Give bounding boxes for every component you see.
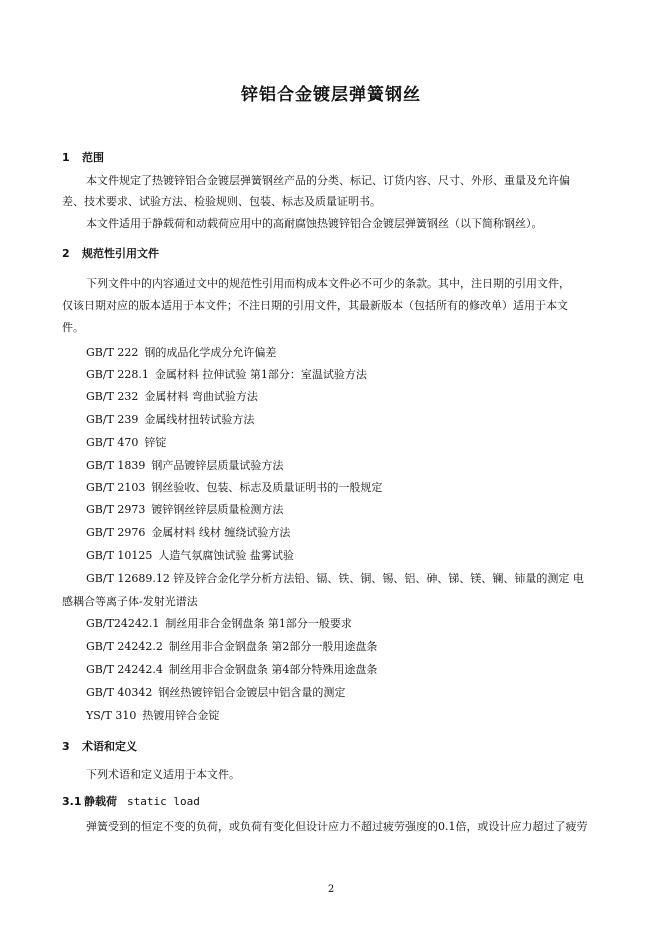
section-1-heading [62, 151, 104, 165]
reference-item [86, 413, 254, 427]
reference-code: GB/T 222 [86, 346, 139, 359]
section-2-intro-line-3: 件。 [62, 321, 84, 334]
reference-item [86, 459, 283, 473]
reference-code: GB/T 470 [86, 436, 139, 449]
section-2-number: 2 [62, 247, 70, 260]
reference-item [86, 640, 377, 654]
reference-code: GB/T 1839 [86, 459, 146, 472]
term-3-1-english: static load [127, 795, 200, 808]
reference-code: GB/T 239 [86, 413, 139, 426]
reference-title: 金属材料 线材 缠绕试验方法 [151, 526, 291, 539]
section-1-paragraph-1-line-1: 本文件规定了热镀锌铝合金镀层弹簧钢丝产品的分类、标记、订货内容、尺寸、外形、重量及允许偏 [86, 174, 570, 187]
reference-item [86, 346, 276, 360]
term-3-1-definition-line-1: 弹簧受到的恒定不变的负荷，或负荷有变化但设计应力不超过疲劳强度的0.1倍，或设计应力超过了疲劳 [86, 820, 588, 833]
reference-code: GB/T 40342 [86, 686, 153, 699]
reference-title: 镀锌钢丝锌层质量检测方法 [151, 503, 284, 516]
reference-code: GB/T 232 [86, 390, 139, 403]
term-3-1-chinese: 静载荷 [84, 795, 117, 808]
reference-code: GB/T 24242.2 [86, 640, 163, 653]
section-2-heading [62, 247, 159, 261]
reference-item [86, 368, 367, 382]
reference-title: 人造气氛腐蚀试验 盐雾试验 [158, 549, 294, 562]
reference-item [86, 549, 294, 563]
reference-item [86, 617, 352, 631]
reference-12689-line-2: 感耦合等离子体-发射光谱法 [62, 595, 198, 608]
section-1-paragraph-1-line-2: 差、技术要求、试验方法、检验规则、包装、标志及质量证明书。 [62, 195, 381, 208]
reference-title: 制丝用非合金钢盘条 第1部分一般要求 [165, 617, 352, 630]
section-3-title: 术语和定义 [82, 740, 137, 753]
term-3-1-heading [62, 795, 200, 809]
reference-item [86, 526, 290, 540]
document-title: 锌铝合金镀层弹簧钢丝 [241, 85, 421, 105]
reference-code: GB/T 2973 [86, 503, 146, 516]
section-1-paragraph-2: 本文件适用于静载荷和动载荷应用中的高耐腐蚀热镀锌铝合金镀层弹簧钢丝（以下简称钢丝）。 [86, 217, 543, 230]
reference-code: GB/T24242.1 [86, 617, 160, 630]
reference-item [86, 709, 219, 723]
reference-item [86, 686, 345, 700]
reference-12689-line-1: GB/T 12689.12 锌及锌合金化学分析方法铅、镉、铁、铜、锡、铝、砷、锑、镁、镧、铈量的测定 电 [86, 572, 584, 585]
reference-item [86, 663, 377, 677]
section-3-intro: 下列术语和定义适用于本文件。 [86, 768, 240, 781]
reference-code: GB/T 10125 [86, 549, 153, 562]
reference-code: YS/T 310 [86, 709, 137, 722]
reference-title: 钢产品镀锌层质量试验方法 [151, 459, 284, 472]
reference-title: 金属线材扭转试验方法 [144, 413, 255, 426]
reference-title: 制丝用非合金钢盘条 第4部分特殊用途盘条 [168, 663, 378, 676]
reference-title: 钢的成品化学成分允许偏差 [144, 346, 277, 359]
reference-title: 锌锭 [144, 436, 167, 449]
reference-item [86, 390, 258, 404]
reference-title: 钢丝热镀锌铝合金镀层中铝含量的测定 [158, 686, 346, 699]
term-3-1-number: 3.1 [62, 795, 82, 808]
reference-code: GB/T 228.1 [86, 368, 149, 381]
section-3-number: 3 [62, 740, 70, 753]
reference-item [86, 436, 166, 450]
section-1-number: 1 [62, 151, 70, 164]
reference-item [86, 481, 382, 495]
reference-code: GB/T 24242.4 [86, 663, 163, 676]
reference-title: 热镀用锌合金锭 [142, 709, 220, 722]
reference-title: 金属材料 弯曲试验方法 [144, 390, 258, 403]
section-1-title: 范围 [82, 151, 104, 164]
reference-item [86, 503, 283, 517]
reference-title: 钢丝验收、包装、标志及质量证明书的一般规定 [151, 481, 383, 494]
section-2-intro-line-2: 仅该日期对应的版本适用于本文件；不注日期的引用文件，其最新版本（包括所有的修改单）适用于本文 [62, 299, 568, 312]
page-number: 2 [327, 884, 335, 895]
reference-title: 制丝用非合金钢盘条 第2部分一般用途盘条 [168, 640, 378, 653]
section-2-title: 规范性引用文件 [82, 247, 159, 260]
section-3-heading [62, 740, 137, 754]
reference-code: GB/T 2976 [86, 526, 146, 539]
reference-title: 金属材料 拉伸试验 第1部分：室温试验方法 [154, 368, 367, 381]
section-2-intro-line-1: 下列文件中的内容通过文中的规范性引用而构成本文件必不可少的条款。其中，注日期的引用文件， [86, 277, 570, 290]
reference-code: GB/T 2103 [86, 481, 146, 494]
